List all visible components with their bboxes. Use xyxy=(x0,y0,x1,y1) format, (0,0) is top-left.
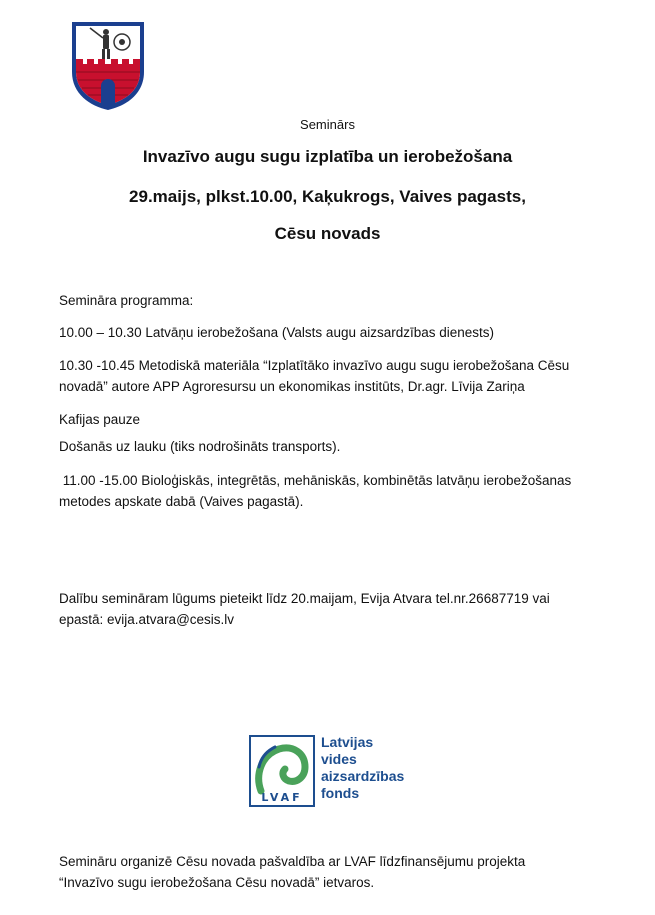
lvaf-name-line-1: Latvijas xyxy=(321,734,374,750)
lvaf-name-line-3: aizsardzības xyxy=(321,768,405,784)
program-item-4: Došanās uz lauku (tiks nodrošināts transports). xyxy=(59,439,341,454)
lvaf-abbr: LVAF xyxy=(261,791,303,804)
footer-line-2: “Invazīvo sugu ierobežošana Cēsu novadā” ietvaros. xyxy=(59,875,375,890)
program-heading: Semināra programma: xyxy=(59,293,194,308)
program-item-5-line-2: metodes apskate dabā (Vaives pagastā). xyxy=(59,494,304,509)
document-label: Seminārs xyxy=(300,117,355,132)
lvaf-logo xyxy=(249,735,424,809)
date-place-line-2: Cēsu novads xyxy=(274,224,381,243)
registration-line-1: Dalību semināram lūgums pieteikt līdz 20.maijam, Evija Atvara tel.nr.26687719 vai xyxy=(59,591,550,606)
program-item-2-line-1: 10.30 -10.45 Metodiskā materiāla “Izplatītāko invazīvo augu sugu ierobežošana Cēsu xyxy=(59,358,570,373)
registration-line-2: epastā: evija.atvara@cesis.lv xyxy=(59,612,235,627)
footer-line-1: Semināru organizē Cēsu novada pašvaldība ar LVAF līdzfinansējumu projekta xyxy=(59,854,526,869)
lvaf-name xyxy=(321,734,404,802)
coat-of-arms-icon xyxy=(70,20,146,112)
program-item-5-line-1: 11.00 -15.00 Bioloģiskās, integrētās, mehāniskās, kombinētās latvāņu ierobežošanas xyxy=(59,473,572,488)
seminar-title: Invazīvo augu sugu izplatība un ierobežošana xyxy=(142,147,513,166)
date-place-line-1: 29.maijs, plkst.10.00, Kaķukrogs, Vaives pagasts, xyxy=(129,187,526,206)
program-item-2-line-2: novadā” autore APP Agroresursu un ekonomikas institūts, Dr.agr. Līvija Zariņa xyxy=(59,379,525,394)
program-item-1: 10.00 – 10.30 Latvāņu ierobežošana (Valsts augu aizsardzības dienests) xyxy=(59,325,495,340)
program-item-3: Kafijas pauze xyxy=(59,412,141,427)
lvaf-name-line-2: vides xyxy=(321,751,357,767)
lvaf-emblem-icon xyxy=(249,735,315,807)
lvaf-name-line-4: fonds xyxy=(321,785,360,801)
